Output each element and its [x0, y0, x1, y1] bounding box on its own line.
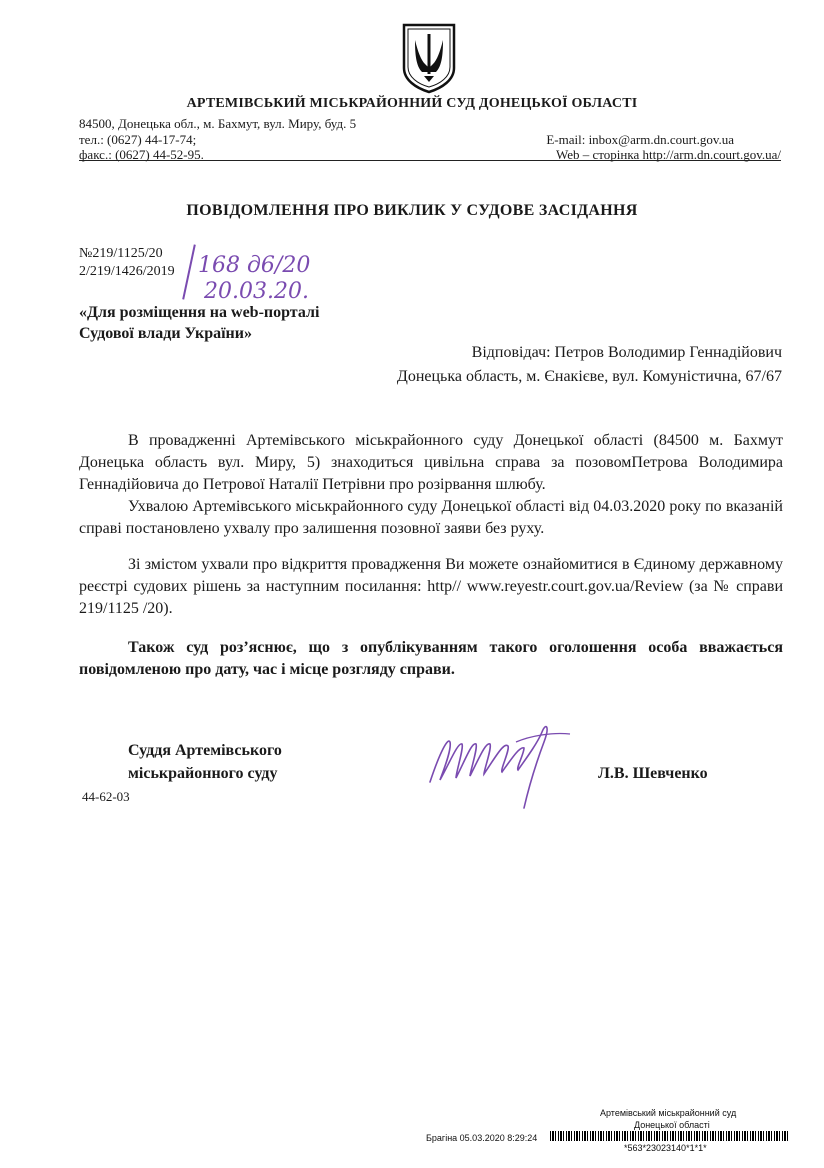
trident-icon	[400, 22, 458, 94]
signer-position-line2: міськрайонного суду	[128, 765, 278, 782]
coat-of-arms-emblem	[400, 22, 458, 94]
handwritten-slash	[182, 244, 196, 299]
body-paragraph-2	[79, 496, 783, 540]
body-paragraph-1	[79, 430, 783, 496]
paragraph-text: Зі змістом ухвали про відкриття провадження Ви можете ознайомитися в Єдиному державному реєстрі судових рішень за наступним посилання: http// www.reyestr.court.gov.ua/Review (за № справи 219/1125 /20).	[79, 556, 783, 617]
signer-position-line1: Суддя Артемівського	[128, 742, 282, 759]
signer-name: Л.В. Шевченко	[598, 765, 708, 782]
document-title: ПОВІДОМЛЕННЯ ПРО ВИКЛИК У СУДОВЕ ЗАСІДАННЯ	[186, 202, 638, 219]
header-divider	[79, 160, 781, 161]
court-name: АРТЕМІВСЬКИЙ МІСЬКРАЙОННИЙ СУД ДОНЕЦЬКОЇ ОБЛАСТІ	[186, 96, 638, 111]
court-address: 84500, Донецька обл., м. Бахмут, вул. Миру, буд. 5	[79, 116, 357, 131]
court-website: Web – сторінка http://arm.dn.court.gov.ua/	[555, 147, 781, 162]
stamp-court-line1: Артемівський міськрайонний суд	[600, 1108, 737, 1118]
handwritten-registration: 168 д6/20	[198, 253, 311, 278]
court-fax: факс.: (0627) 44-52-95.	[79, 147, 204, 162]
placement-note-line2: Судової влади України»	[79, 325, 252, 342]
stamp-court-line2: Донецької області	[634, 1120, 710, 1130]
body-paragraph-4	[79, 637, 783, 681]
barcode	[550, 1131, 790, 1141]
body-paragraph-3	[79, 554, 783, 620]
case-number: №219/1125/20	[79, 246, 163, 261]
handwritten-date: 20.03.20.	[204, 279, 309, 304]
respondent-name: Відповідач: Петров Володимир Геннадійович	[471, 344, 782, 361]
proceeding-number: 2/219/1426/2019	[79, 264, 175, 279]
handwritten-signature	[420, 712, 590, 817]
author-datetime: Брагіна 05.03.2020 8:29:24	[426, 1133, 538, 1143]
court-email: E-mail: inbox@arm.dn.court.gov.ua	[546, 132, 734, 147]
paragraph-text: Ухвалою Артемівського міськрайонного суду Донецької області від 04.03.2020 року по вказаній справі постановлено ухвалу про залишення позовної заяви без руху.	[79, 498, 783, 537]
paragraph-text: Також суд роз’яснює, що з опублікуванням такого оголошення особа вважається повідомленою про дату, час і місце розгляду справи.	[79, 639, 783, 678]
placement-note-line1: «Для розміщення на web-порталі	[79, 304, 320, 321]
respondent-address: Донецька область, м. Єнакієве, вул. Комуністична, 67/67	[396, 368, 782, 385]
barcode-text: *563*23023140*1*1*	[624, 1143, 707, 1153]
paragraph-text: В провадженні Артемівського міськрайонного суду Донецької області (84500 м. Бахмут Донецька область вул. Миру, 5) знаходиться цивільна справа за позовомПетрова Володимира Геннадійовича до Петрової Наталії Петрівни про розірвання шлюбу.	[79, 432, 783, 493]
reference-code: 44-62-03	[82, 789, 130, 804]
court-phone: тел.: (0627) 44-17-74;	[79, 132, 197, 147]
